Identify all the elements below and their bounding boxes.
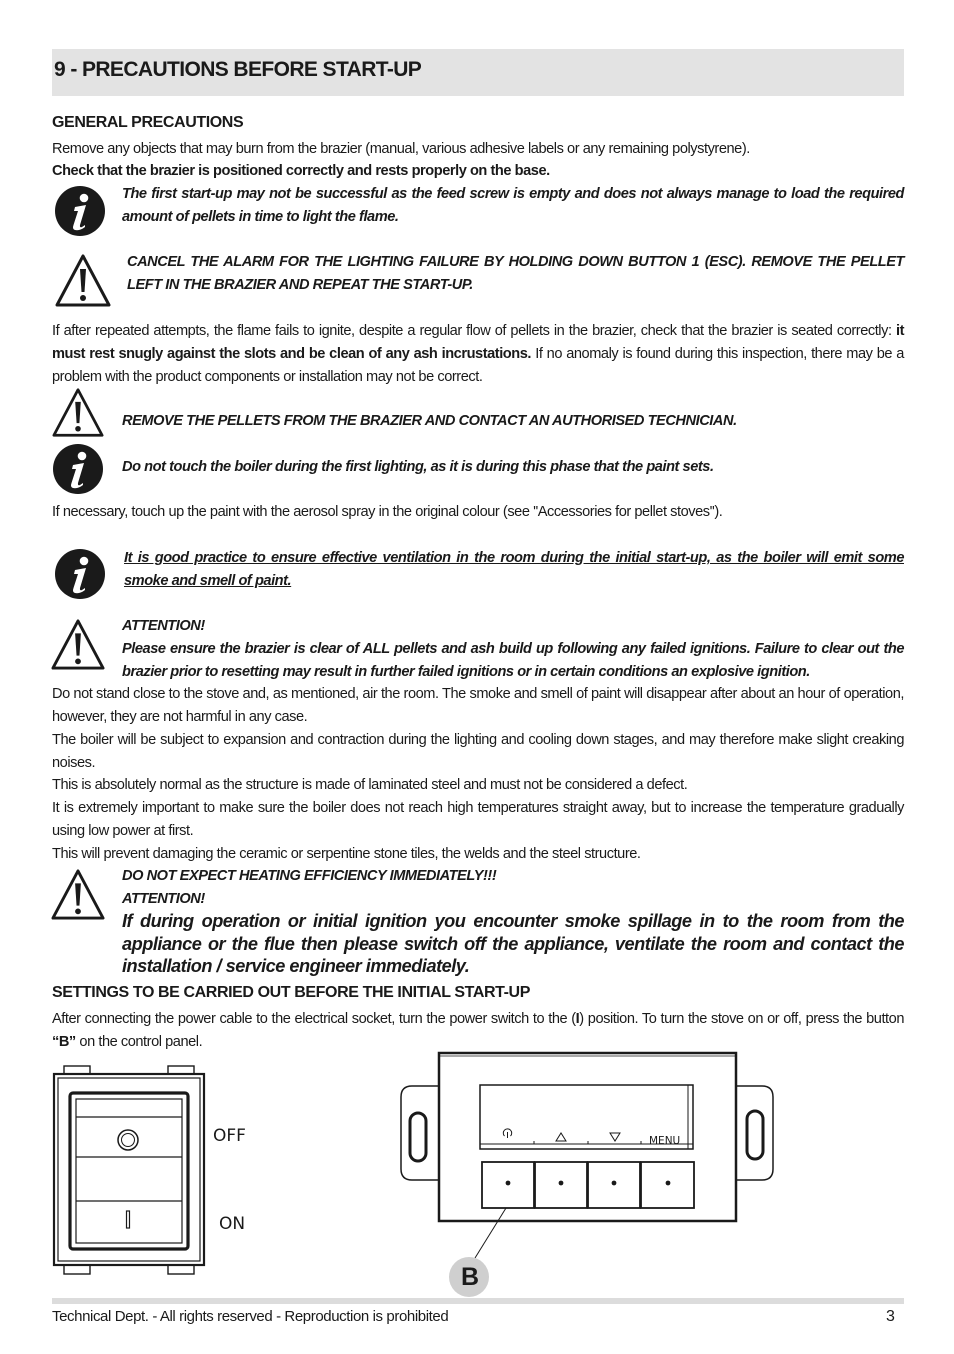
info-icon	[52, 443, 104, 495]
footer-divider	[52, 1298, 904, 1304]
settings-text-button-b: “B”	[52, 1033, 76, 1050]
general-paragraph-2: Check that the brazier is positioned correctly and rests properly on the base.	[52, 163, 550, 179]
warning-attention-title: ATTENTION!	[122, 618, 205, 634]
general-precautions-heading: GENERAL PRECAUTIONS	[52, 114, 244, 131]
warning-remove-pellets: REMOVE THE PELLETS FROM THE BRAZIER AND CONTACT AN AUTHORISED TECHNICIAN.	[122, 413, 737, 429]
footer-copyright: Technical Dept. - All rights reserved - Reproduction is prohibited	[52, 1308, 449, 1325]
warning-icon	[50, 387, 106, 438]
warning-attention-title-2: ATTENTION!	[122, 891, 205, 907]
settings-text-position: I	[575, 1011, 580, 1027]
general-paragraph-1: Remove any objects that may burn from the brazier (manual, various adhesive labels or any remaining polystyrene).	[52, 141, 750, 157]
warning-clear-brazier: Please ensure the brazier is clear of ALL pellets and ash build up following any failed ignitions. Failure to clear out the brazier prior to resetting may result in further failed ignitions or in certain conditions an explosive ignition.	[122, 641, 904, 680]
panel-button-down[interactable]	[588, 1162, 640, 1208]
general-paragraph-3	[52, 320, 904, 388]
general-paragraph-6: The boiler will be subject to expansion and contraction during the lighting and cooling down stages, and may therefore make slight creaking noises.	[52, 732, 904, 771]
panel-button-power[interactable]	[482, 1162, 534, 1208]
power-switch-illustration	[52, 1065, 210, 1277]
general-paragraph-4: If necessary, touch up the paint with the aerosol spray in the original colour (see ''Accessories for pellet stoves'').	[52, 504, 723, 520]
warning-icon	[54, 253, 112, 308]
settings-text-e: on the control panel.	[75, 1033, 203, 1050]
paragraph-3-part-b: it must rest snugly against the slots and be clean of any ash incrustations.	[52, 323, 904, 362]
settings-paragraph	[52, 1008, 904, 1054]
general-paragraph-8: It is extremely important to make sure the boiler does not reach high temperatures straight away, but to increase the temperature gradually using low power at first.	[52, 800, 904, 839]
panel-menu-label: MENU	[649, 1135, 681, 1147]
info-note-paint-sets: Do not touch the boiler during the first lighting, as it is during this phase that the paint sets.	[122, 459, 714, 475]
callout-b-label: B	[461, 1263, 480, 1291]
switch-off-label: OFF	[213, 1126, 246, 1146]
warning-heating-efficiency: DO NOT EXPECT HEATING EFFICIENCY IMMEDIATELY!!!	[122, 868, 497, 884]
panel-button-up[interactable]	[535, 1162, 587, 1208]
settings-text-c: ) position. To turn the stove on or off, press the button	[579, 1011, 904, 1027]
warning-icon	[50, 618, 106, 671]
paragraph-3-part-c: If no anomaly is found during this inspection, there may be a problem with the product components or installation may not be correct.	[52, 345, 904, 385]
section-title: 9 - PRECAUTIONS BEFORE START-UP	[54, 58, 422, 81]
settings-text-a: After connecting the power cable to the electrical socket, turn the power switch to the (	[52, 1011, 576, 1027]
paragraph-3-part-a: If after repeated attempts, the flame fails to ignite, despite a regular flow of pellets in the brazier, check that the brazier is seated correctly:	[52, 323, 892, 339]
warning-cancel-alarm: CANCEL THE ALARM FOR THE LIGHTING FAILURE BY HOLDING DOWN BUTTON 1 (ESC). REMOVE THE PELLET LEFT IN THE BRAZIER AND REPEAT THE START-UP.	[127, 254, 904, 293]
panel-button-menu[interactable]	[641, 1162, 694, 1208]
info-icon	[54, 185, 106, 237]
info-note-ventilation: It is good practice to ensure effective ventilation in the room during the initial start-up, as the boiler will emit some smoke and smell of paint.	[124, 550, 904, 589]
warning-smoke-spillage: If during operation or initial ignition you encounter smoke spillage in to the room from the appliance or the flue then please switch off the appliance, ventilate the room and contact the installation / service engineer immediately.	[122, 911, 904, 977]
general-paragraph-9: This will prevent damaging the ceramic or serpentine stone tiles, the welds and the steel structure.	[52, 846, 641, 862]
general-paragraph-5: Do not stand close to the stove and, as mentioned, air the room. The smoke and smell of paint will disappear after about an hour of operation, however, they are not harmful in any case.	[52, 686, 904, 725]
info-icon	[54, 548, 106, 600]
section-header	[52, 49, 904, 96]
warning-icon	[50, 868, 106, 921]
general-paragraph-7: This is absolutely normal as the structure is made of laminated steel and must not be considered a defect.	[52, 777, 688, 793]
page-number: 3	[886, 1308, 895, 1325]
info-note-first-startup: The first start-up may not be successful as the feed screw is empty and does not always manage to load the required amount of pellets in time to light the flame.	[122, 186, 904, 225]
settings-heading: SETTINGS TO BE CARRIED OUT BEFORE THE INITIAL START-UP	[52, 984, 530, 1001]
switch-on-label: ON	[219, 1214, 246, 1234]
